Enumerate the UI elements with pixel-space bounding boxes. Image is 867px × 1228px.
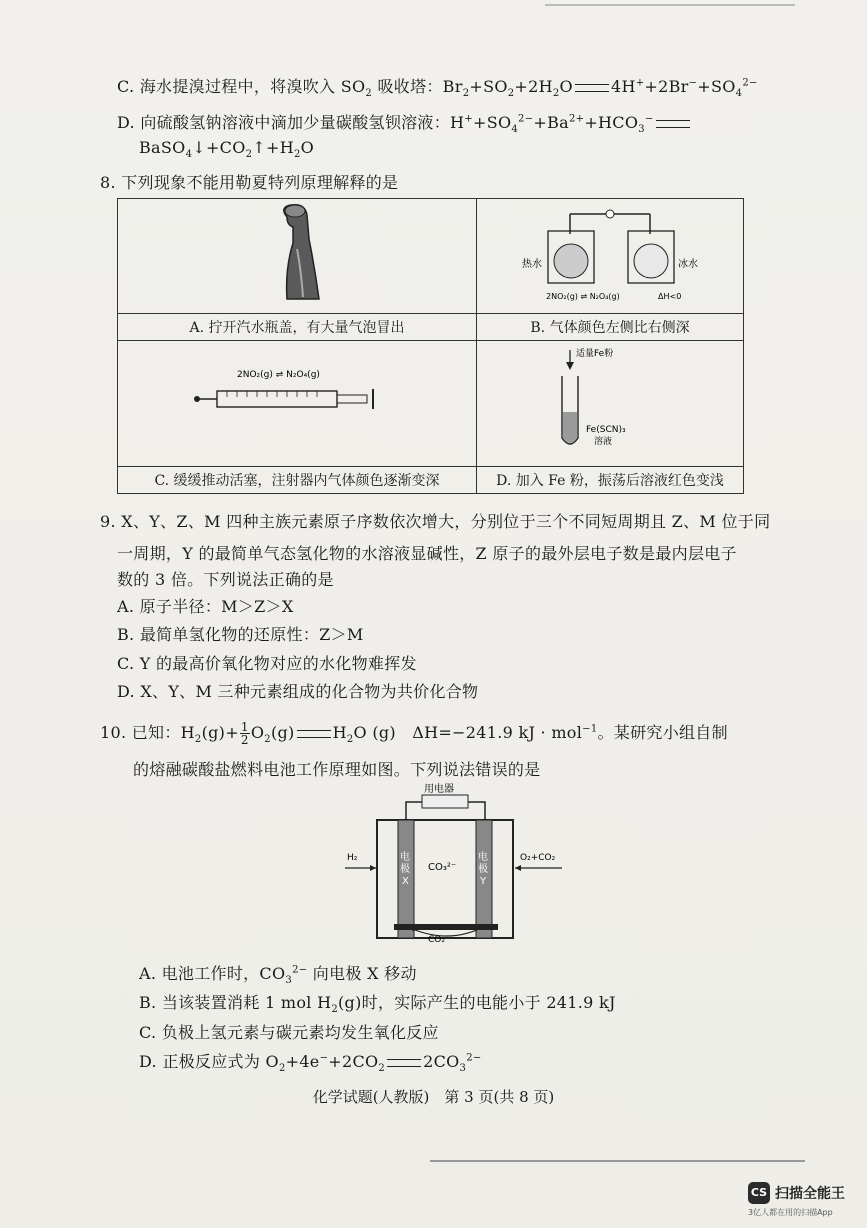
co2-label: CO₂ bbox=[428, 935, 445, 945]
cs-logo-icon: CS bbox=[748, 1182, 770, 1204]
q10-option-a: A. 电池工作时，$CO_3^{2-}$ 向电极 X 移动 bbox=[139, 964, 417, 987]
fuel-cell-diagram bbox=[330, 780, 570, 950]
q8-b-image bbox=[477, 199, 744, 314]
q8-stem: 8. 下列现象不能用勒夏特列原理解释的是 bbox=[100, 173, 399, 192]
solution-label-2: 溶液 bbox=[594, 436, 613, 447]
q8-option-c: C. 缓缓推动活塞，注射器内气体颜色逐渐变深 bbox=[118, 467, 477, 494]
fe-powder-label: 适量Fe粉 bbox=[576, 348, 614, 359]
q10-option-b: B. 当该装置消耗 1 mol $H_2(g)$时，实际产生的电能小于 241.9 kJ bbox=[139, 993, 616, 1016]
valve-icon bbox=[606, 210, 614, 218]
scanner-name: 扫描全能王 bbox=[775, 1186, 845, 1202]
q8-d-image bbox=[477, 341, 744, 467]
b-delta-h: ΔH<0 bbox=[658, 292, 682, 301]
device-box bbox=[422, 795, 468, 808]
b-equation: 2NO₂(g) ⇌ N₂O₄(g) bbox=[546, 292, 620, 301]
q8-c-image bbox=[118, 341, 477, 467]
q8-option-d: D. 加入 Fe 粉，振荡后溶液红色变浅 bbox=[477, 467, 744, 494]
svg-text:电: 电 bbox=[478, 852, 488, 863]
soda-bottle-icon bbox=[257, 199, 337, 309]
svg-text:X: X bbox=[402, 876, 409, 887]
q7-option-c: C. 海水提溴过程中，将溴吹入 $SO_2$ 吸收塔：$Br_2+SO_2+2H_2O$ $4H^++2Br^-+SO_4^{2-}$ bbox=[117, 77, 758, 100]
o2co2-label: O₂+CO₂ bbox=[520, 853, 556, 863]
svg-text:Y: Y bbox=[480, 876, 487, 887]
q9-option-b: B. 最简单氢化物的还原性：Z＞M bbox=[117, 625, 364, 644]
svg-text:极: 极 bbox=[478, 864, 488, 875]
q9-option-d: D. X、Y、M 三种元素组成的化合物为共价化合物 bbox=[117, 682, 479, 701]
scanner-watermark bbox=[748, 1180, 858, 1218]
q9-option-c: C. Y 的最高价氧化物对应的水化物难挥发 bbox=[117, 654, 417, 673]
scan-edge-line bbox=[545, 4, 795, 6]
fraction-half: $\frac{1}{2}$ bbox=[240, 720, 249, 747]
scanner-tagline: 3亿人都在用的扫描App bbox=[748, 1208, 833, 1217]
q10-stem-1: 10. 已知：$H_2(g)+$ $\frac{1}{2}$ $O_2(g)$ $H_2O$ (g) ΔH=−241.9 kJ · mol$^{-1}$。某研究小组自制 bbox=[100, 720, 728, 747]
q8-option-b: B. 气体颜色左侧比右侧深 bbox=[477, 314, 744, 341]
svg-text:极: 极 bbox=[400, 864, 410, 875]
page-footer: 化学试题(人教版) 第 3 页(共 8 页) bbox=[312, 1088, 555, 1106]
q8-options-table bbox=[117, 198, 744, 494]
device-label: 用电器 bbox=[424, 784, 454, 795]
solution-label-1: Fe(SCN)₃ bbox=[586, 424, 626, 435]
q9-stem-1: 9. X、Y、Z、M 四种主族元素原子序数依次增大，分别位于三个不同短周期且 Z、M 位于同 bbox=[100, 512, 771, 531]
q7-option-d-line2: $BaSO_4↓+CO_2↑+H_2O$ bbox=[139, 138, 315, 161]
q10-stem-2: 的熔融碳酸盐燃料电池工作原理如图。下列说法错误的是 bbox=[133, 760, 541, 779]
q8-option-a: A. 拧开汽水瓶盖，有大量气泡冒出 bbox=[118, 314, 477, 341]
q9-option-a: A. 原子半径：M＞Z＞X bbox=[117, 597, 294, 616]
q9-stem-2: 一周期，Y 的最简单气态氢化物的水溶液显碱性，Z 原子的最外层电子数是最内层电子 bbox=[117, 544, 737, 563]
carbonate-label: CO₃²⁻ bbox=[428, 862, 457, 873]
hot-water-label: 热水 bbox=[522, 259, 542, 270]
q9-stem-3: 数的 3 倍。下列说法正确的是 bbox=[117, 570, 334, 589]
c-equation: 2NO₂(g) ⇌ N₂O₄(g) bbox=[237, 369, 320, 380]
q10-option-c: C. 负极上氢元素与碳元素均发生氧化反应 bbox=[139, 1023, 439, 1042]
q8-a-image bbox=[118, 199, 477, 314]
ice-water-label: 冰水 bbox=[678, 259, 698, 270]
svg-text:电: 电 bbox=[400, 852, 410, 863]
h2-label: H₂ bbox=[347, 853, 358, 863]
scan-bottom-line bbox=[430, 1160, 805, 1162]
q7-option-d: D. 向硫酸氢钠溶液中滴加少量碳酸氢钡溶液：$H^++SO_4^{2-}+Ba^{2+}+HCO_3^-$ bbox=[117, 110, 692, 135]
q10-option-d: D. 正极反应式为 $O_2+4e^-+2CO_2$ $2CO_3^{2-}$ bbox=[139, 1052, 482, 1075]
